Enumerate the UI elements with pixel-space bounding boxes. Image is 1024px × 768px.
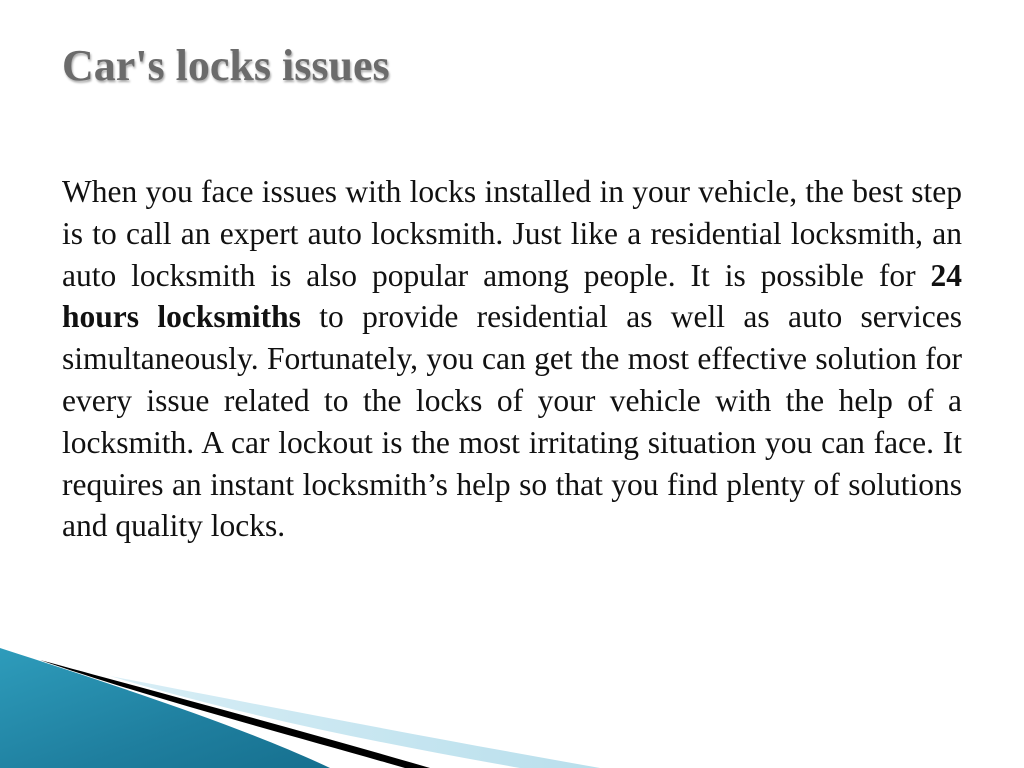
body-text-part-1: When you face issues with locks installed in your vehicle, the best step is to call an expert auto locksmith. Just like a residential locksmith, an auto locksmith is also popular among people. It is possible for bbox=[62, 174, 962, 293]
teal-wedge bbox=[0, 648, 330, 768]
slide-title: Car's locks issues bbox=[62, 41, 390, 90]
body-text-bold-keyword: 24 hours locksmiths bbox=[62, 257, 962, 335]
body-text-part-2: to provide residential as well as auto services simultaneously. Fortunately, you can get the most effective solution for every issue related to the locks of your vehicle with the help of a locksmith. A car lockout is the most irritating situation you can face. It requires an instant locksmith’s help so that you find plenty of solutions and quality locks. bbox=[62, 299, 963, 544]
